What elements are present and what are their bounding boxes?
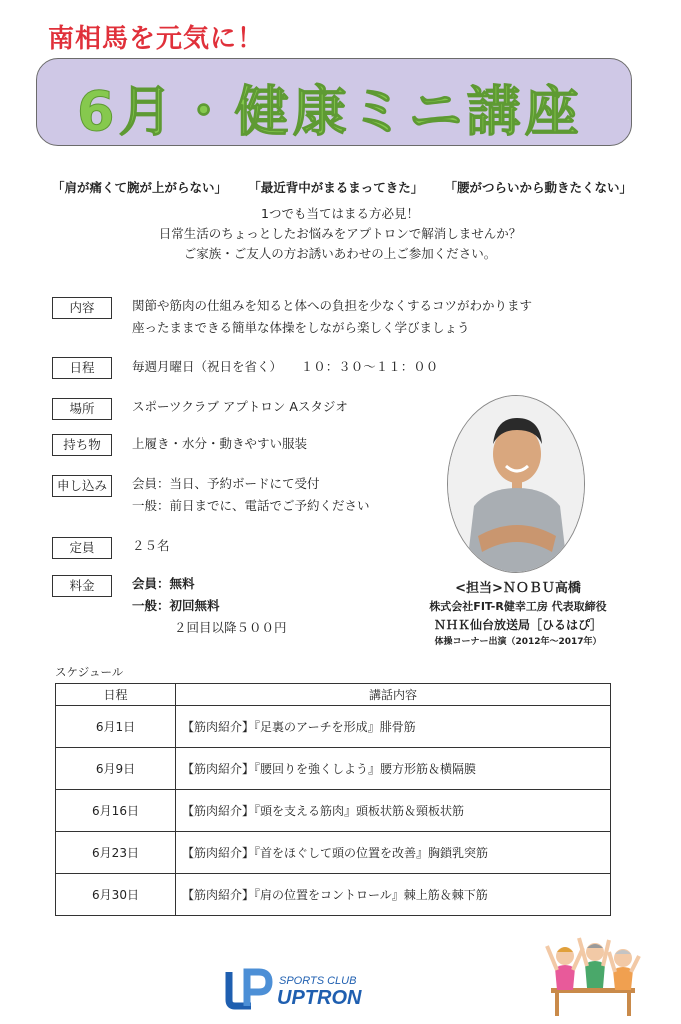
exercise-illustration bbox=[543, 928, 643, 1018]
row-topic: 【筋肉紹介】『首をほぐして頭の位置を改善』胸鎖乳突筋 bbox=[176, 832, 611, 874]
content-line-1: 関節や筋肉の仕組みを知ると体への負担を少なくするコツがわかります bbox=[132, 298, 533, 313]
intro-text bbox=[100, 204, 580, 264]
instructor-broadcast: ＮＨＫ仙台放送局［ひるはぴ］ bbox=[433, 618, 603, 632]
row-date: 6月1日 bbox=[56, 706, 176, 748]
fee-line-1: 会員：無料 bbox=[132, 576, 195, 591]
table-row bbox=[56, 874, 611, 916]
fee-line-3: ２回目以降５００円 bbox=[174, 620, 287, 635]
row-topic: 【筋肉紹介】『肩の位置をコントロール』棘上筋＆棘下筋 bbox=[176, 874, 611, 916]
label-schedule: 日程 bbox=[52, 357, 112, 379]
row-date: 6月9日 bbox=[56, 748, 176, 790]
intro-line-2: 日常生活のちょっとしたお悩みをアプトロンで解消しませんか？ bbox=[158, 226, 522, 241]
header-date: 日程 bbox=[56, 684, 176, 706]
quotes-row bbox=[52, 178, 632, 196]
capacity-text: ２５名 bbox=[132, 538, 170, 553]
label-items: 持ち物 bbox=[52, 434, 112, 456]
table-row bbox=[56, 748, 611, 790]
table-header-row bbox=[56, 684, 611, 706]
quote-1: 「肩が痛くて腕が上がらない」 bbox=[52, 180, 228, 195]
page-title: 6月・健康ミニ講座 bbox=[77, 80, 583, 143]
header-topic: 講話内容 bbox=[176, 684, 611, 706]
row-date: 6月16日 bbox=[56, 790, 176, 832]
items-text: 上履き・水分・動きやすい服装 bbox=[132, 436, 308, 451]
instructor-profile bbox=[408, 580, 628, 650]
intro-line-3: ご家族・ご友人の方お誘いあわせの上ご参加ください。 bbox=[183, 246, 497, 261]
table-row bbox=[56, 790, 611, 832]
table-row bbox=[56, 706, 611, 748]
logo-line-2: UPTRON bbox=[277, 987, 362, 1009]
row-topic: 【筋肉紹介】『足裏のアーチを形成』腓骨筋 bbox=[176, 706, 611, 748]
instructor-role: <担当>ＮＯＢＵ高橋 bbox=[455, 581, 581, 596]
row-topic: 【筋肉紹介】『腰回りを強くしよう』腰方形筋＆横隔膜 bbox=[176, 748, 611, 790]
apply-line-2: 一般：前日までに、電話でご予約ください bbox=[132, 498, 370, 513]
logo-line-1: SPORTS CLUB bbox=[279, 975, 357, 987]
schedule-table bbox=[55, 683, 611, 916]
quote-2: 「最近背中がまるまってきた」 bbox=[248, 180, 424, 195]
title-banner bbox=[36, 58, 632, 146]
content-text bbox=[132, 295, 532, 339]
instructor-company: 株式会社FIT-R健幸工房 代表取締役 bbox=[429, 600, 607, 613]
tagline: 南相馬を元気に！ bbox=[48, 24, 265, 54]
quote-3: 「腰がつらいから動きたくない」 bbox=[444, 180, 632, 195]
row-date: 6月30日 bbox=[56, 874, 176, 916]
label-place: 場所 bbox=[52, 398, 112, 420]
row-date: 6月23日 bbox=[56, 832, 176, 874]
label-apply: 申し込み bbox=[52, 475, 112, 497]
label-content: 内容 bbox=[52, 297, 112, 319]
apply-text bbox=[132, 473, 370, 517]
instructor-photo bbox=[447, 395, 585, 573]
table-row bbox=[56, 832, 611, 874]
apply-line-1: 会員：当日、予約ボードにて受付 bbox=[132, 476, 320, 491]
row-topic: 【筋肉紹介】『頭を支える筋肉』頭板状筋＆頸板状筋 bbox=[176, 790, 611, 832]
fee-line-2: 一般：初回無料 bbox=[132, 598, 220, 613]
fee-text bbox=[132, 573, 287, 639]
schedule-caption: スケジュール bbox=[55, 665, 124, 679]
instructor-note: 体操コーナー出演（2012年〜2017年） bbox=[434, 637, 602, 647]
place-text: スポーツクラブ アプトロン Aスタジオ bbox=[132, 399, 348, 414]
schedule-text: 毎週月曜日（祝日を省く） １０：３０〜１１：００ bbox=[132, 359, 439, 374]
uptron-logo bbox=[225, 966, 395, 1010]
content-line-2: 座ったままできる簡単な体操をしながら楽しく学びましょう bbox=[132, 320, 470, 335]
instructor-portrait bbox=[448, 396, 585, 573]
intro-line-1: 1つでも当てはまる方必見！ bbox=[261, 206, 419, 221]
label-capacity: 定員 bbox=[52, 537, 112, 559]
label-fee: 料金 bbox=[52, 575, 112, 597]
